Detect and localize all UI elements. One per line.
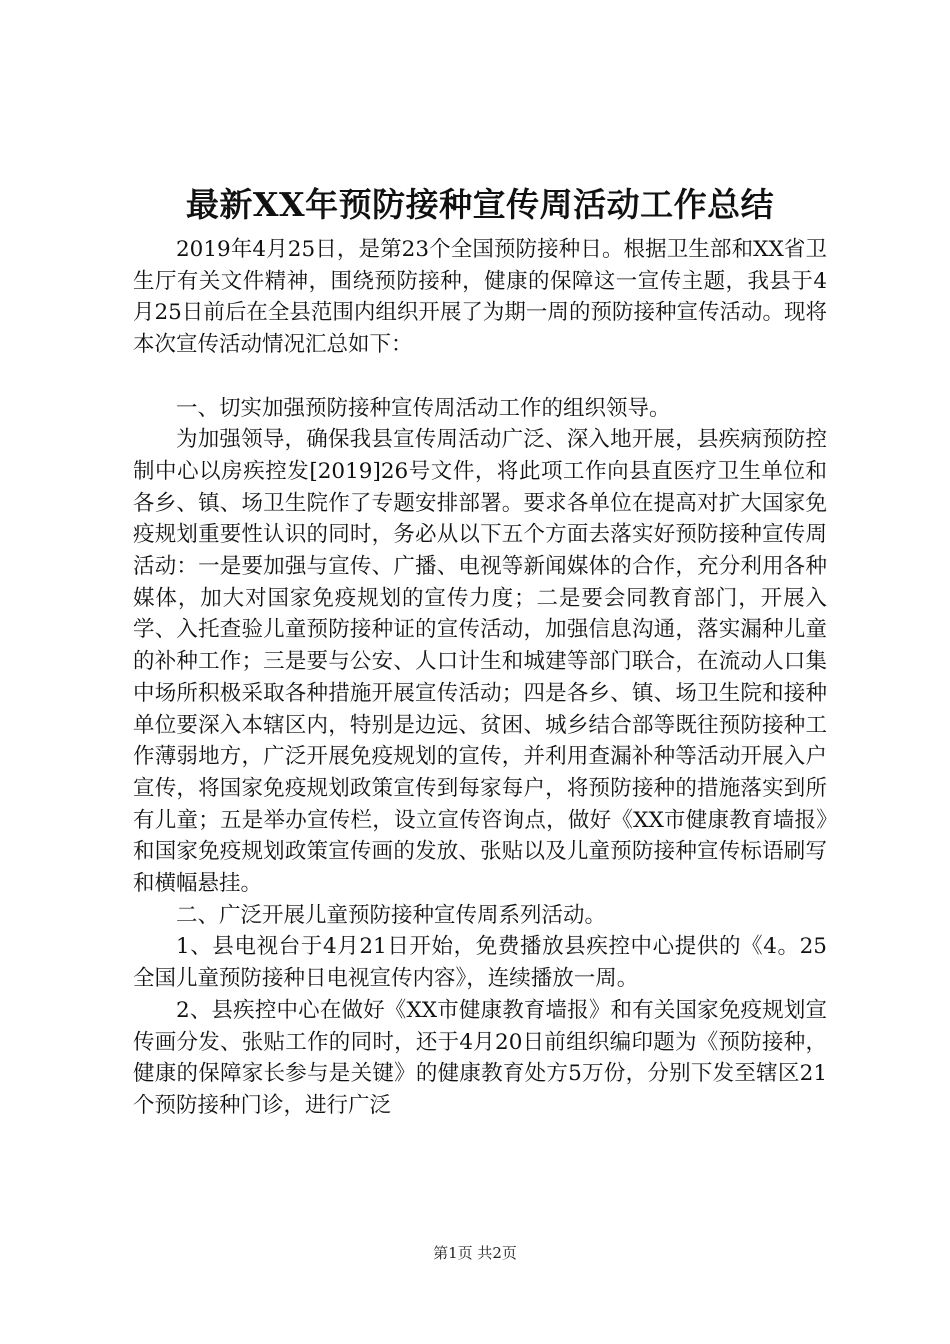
- body-paragraph: 为加强领导，确保我县宣传周活动广泛、深入地开展，县疾病预防控制中心以房疾控发[2019]26号文件，将此项工作向县直医疗卫生单位和各乡、镇、场卫生院作了专题安排部署。要求各单位在提高对扩大国家免疫规划重要性认识的同时，务必从以下五个方面去落实好预防接种宣传周活动：一是要加强与宣传、广播、电视等新闻媒体的合作，充分利用各种媒体，加大对国家免疫规划的宣传力度；二是要会同教育部门，开展入学、入托查验儿童预防接种证的宣传活动，加强信息沟通，落实漏种儿童的补种工作；三是要与公安、人口计生和城建等部门联合，在流动人口集中场所积极采取各种措施开展宣传活动；四是各乡、镇、场卫生院和接种单位要深入本辖区内，特别是边远、贫困、城乡结合部等既往预防接种工作薄弱地方，广泛开展免疫规划的宣传，并利用查漏补种等活动开展入户宣传，将国家免疫规划政策宣传到每家每户，将预防接种的措施落实到所有儿童；五是举办宣传栏，设立宣传咨询点，做好《XX市健康教育墙报》和国家免疫规划政策宣传画的发放、张贴以及儿童预防接种宣传标语刷写和横幅悬挂。: [133, 427, 827, 897]
- intro-paragraph: 2019年4月25日，是第23个全国预防接种日。根据卫生部和XX省卫生厅有关文件精神，围绕预防接种，健康的保障这一宣传主题，我县于4月25日前后在全县范围内组织开展了为期一周的预防接种宣传活动。现将本次宣传活动情况汇总如下：: [133, 237, 827, 358]
- section-heading-2: 二、广泛开展儿童预防接种宣传周系列活动。: [176, 902, 607, 928]
- document-body: [133, 234, 827, 1122]
- document-title: 最新XX年预防接种宣传周活动工作总结: [185, 185, 775, 224]
- section-heading-1: 一、切实加强预防接种宣传周活动工作的组织领导。: [176, 395, 671, 421]
- body-paragraph: 1、县电视台于4月21日开始，免费播放县疾控中心提供的《4。25全国儿童预防接种日电视宣传内容》，连续播放一周。: [133, 934, 827, 992]
- page-number-footer: 第1页 共2页: [433, 1244, 517, 1262]
- body-paragraph: 2、县疾控中心在做好《XX市健康教育墙报》和有关国家免疫规划宣传画分发、张贴工作的同时，还于4月20日前组织编印题为《预防接种，健康的保障家长参与是关键》的健康教育处方5万份，分别下发至辖区21个预防接种门诊，进行广泛: [133, 997, 827, 1118]
